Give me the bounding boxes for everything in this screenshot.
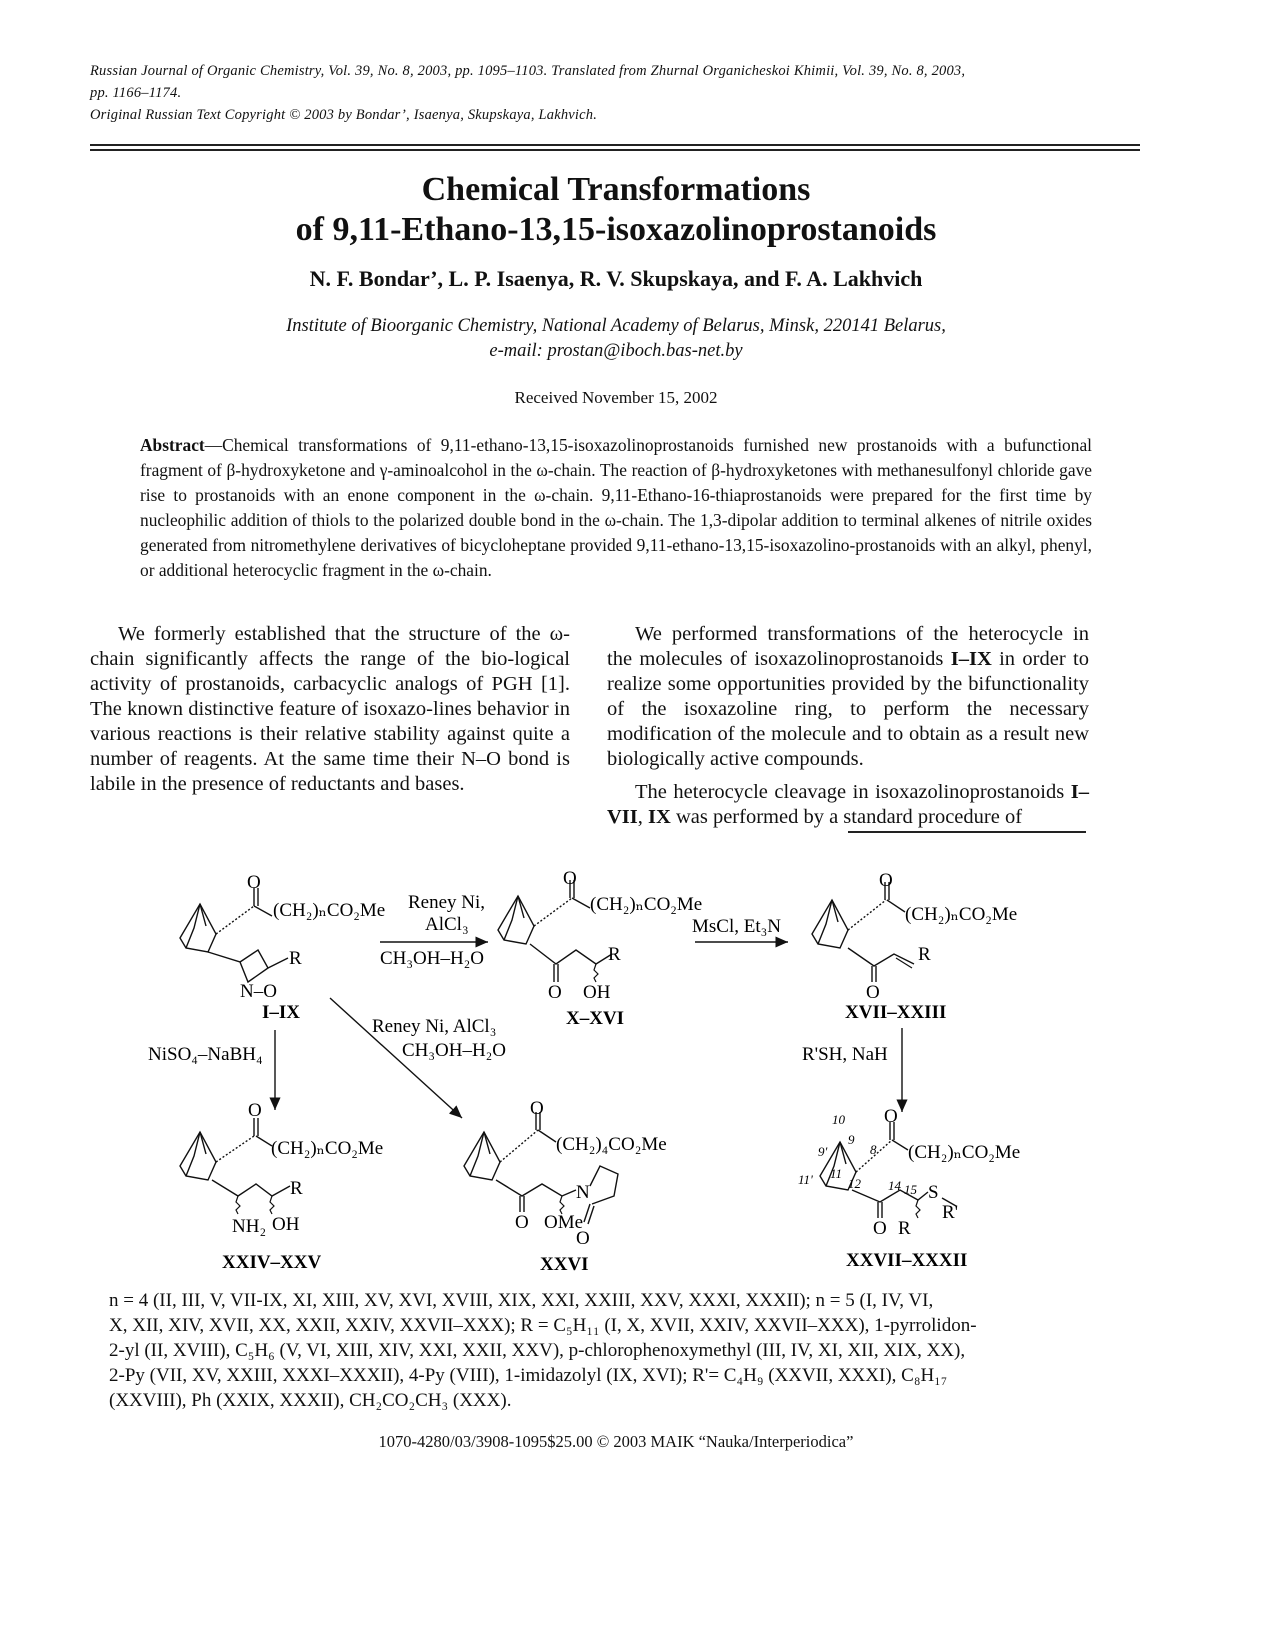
svg-text:(CH₂)ₙCO₂Me: (CH₂)ₙCO₂Me	[590, 894, 703, 915]
svg-text:O: O	[576, 1228, 590, 1249]
body-left-column	[90, 622, 570, 797]
svg-text:(CH₂)₄CO₂Me: (CH₂)₄CO₂Me	[556, 1134, 667, 1155]
svg-text:10: 10	[832, 1112, 845, 1127]
affiliation-email: e-mail: prostan@iboch.bas-net.by	[489, 341, 743, 361]
footer-copyright: 1070-4280/03/3908-1095$25.00 © 2003 MAIK “Nauka/Interperiodica”	[378, 1432, 854, 1451]
svg-text:O: O	[884, 1106, 898, 1127]
header-rule	[90, 144, 1140, 151]
svg-text:(CH₂)ₙCO₂Me: (CH₂)ₙCO₂Me	[908, 1142, 1021, 1163]
svg-text:CH₃OH–H₂O: CH₃OH–H₂O	[402, 1040, 507, 1061]
svg-text:8: 8	[870, 1142, 877, 1157]
abstract-text: —Chemical transformations of 9,11-ethano-13,15-isoxazolinoprostanoids furnished new prostanoids with a bufunctional fragment of β-hydroxyketone and γ-aminoalcohol in the ω-chain. The reaction of β-hydroxyketones with methanesulfonyl chloride gave rise to prostanoids with an enone component in the ω-chain. 9,11-Ethano-16-thiaprostanoids were prepared for the first time by nucleophilic addition of thiols to the polarized double bond in the ω-chain. The 1,3-dipolar addition to terminal alkenes of nitrile oxides generated from nitromethylene derivatives of bicycloheptane provided 9,11-ethano-13,15-isoxazolino-prostanoids with an alkyl, phenyl, or additional heterocyclic fragment in the ω-chain.	[140, 435, 1092, 580]
left-paragraph: We formerly established that the structure of the ω-chain significantly affects the range of the bio-logical activity of prostanoids, carbacyclic analogs of PGH [1]. The known distinctive feature of isoxazo-lines behavior in various reactions is their relative stability against quite a number of reagents. At the same time their N–O bond is labile in the presence of reductants and bases.	[90, 623, 570, 795]
citation-line-2: pp. 1166–1174.	[90, 85, 182, 101]
right-paragraph-1: We performed transformations of the heterocycle in the molecules of isoxazolinoprostanoids I–IX in order to realize some opportunities provided by the bifunctionality of the isoxazoline ring, to perform the necessary modification of the molecule and to obtain as a result new biologically active compounds.	[607, 623, 1089, 770]
legend-line-5: (XXVIII), Ph (XXIX, XXXII), CH₂CO₂CH₃ (XXX).	[109, 1390, 512, 1411]
svg-text:X–XVI: X–XVI	[566, 1008, 625, 1029]
authors: N. F. Bondar’, L. P. Isaenya, R. V. Skupskaya, and F. A. Lakhvich	[309, 266, 923, 291]
svg-text:XXVI: XXVI	[540, 1254, 589, 1275]
svg-text:O: O	[515, 1212, 529, 1233]
legend-line-2: X, XII, XIV, XVII, XX, XXII, XXIV, XXVII–XXX); R = C₅H₁₁ (I, X, XVII, XXIV, XXVII–XXX), 1-pyrrolidon-	[109, 1315, 977, 1336]
svg-text:(CH₂)ₙCO₂Me: (CH₂)ₙCO₂Me	[271, 1138, 384, 1159]
svg-text:OH: OH	[583, 982, 611, 1003]
svg-text:15: 15	[904, 1182, 917, 1197]
svg-text:R': R'	[942, 1202, 959, 1223]
svg-text:9: 9	[848, 1132, 855, 1147]
received-date: Received November 15, 2002	[514, 388, 718, 407]
svg-text:OH: OH	[272, 1214, 300, 1235]
article-title	[0, 170, 1232, 250]
reaction-scheme	[0, 850, 1275, 1290]
svg-text:I–IX: I–IX	[262, 1002, 301, 1023]
abstract	[140, 433, 1092, 583]
structure-XXVII-XXXII	[798, 1106, 1020, 1271]
svg-text:14: 14	[888, 1178, 901, 1193]
svg-text:R: R	[898, 1218, 911, 1239]
svg-text:AlCl₃: AlCl₃	[425, 914, 469, 935]
svg-text:O: O	[530, 1098, 544, 1119]
svg-text:R: R	[608, 944, 621, 965]
svg-text:O: O	[548, 982, 562, 1003]
svg-text:NiSO₄–NaBH₄: NiSO₄–NaBH₄	[148, 1044, 263, 1065]
structure-XXVI	[464, 1098, 667, 1275]
svg-text:XXVII–XXXII: XXVII–XXXII	[846, 1250, 968, 1271]
journal-citation	[90, 60, 1140, 126]
svg-text:OMe: OMe	[544, 1212, 584, 1233]
svg-text:NH₂: NH₂	[232, 1216, 267, 1237]
svg-text:O: O	[873, 1218, 887, 1239]
svg-text:O: O	[879, 870, 893, 891]
svg-text:Reney Ni,: Reney Ni,	[408, 892, 486, 913]
svg-text:MsCl, Et₃N: MsCl, Et₃N	[692, 916, 781, 937]
right-paragraph-2: The heterocycle cleavage in isoxazolinoprostanoids I–VII, IX was performed by a standard procedure of	[607, 781, 1089, 828]
svg-text:XXIV–XXV: XXIV–XXV	[222, 1252, 322, 1273]
svg-text:R'SH, NaH: R'SH, NaH	[802, 1044, 888, 1065]
svg-text:11': 11'	[798, 1172, 813, 1187]
legend-line-3: 2-yl (II, XVIII), C₅H₆ (V, VI, XIII, XIV, XXI, XXII, XXV), p-chlorophenoxymethyl (III, IV, XI, XII, XIX, XX),	[109, 1340, 966, 1361]
affiliation	[0, 314, 1232, 364]
svg-text:(CH₂)ₙCO₂Me: (CH₂)ₙCO₂Me	[905, 904, 1018, 925]
svg-text:(CH₂)ₙCO₂Me: (CH₂)ₙCO₂Me	[273, 900, 386, 921]
svg-text:11: 11	[830, 1166, 843, 1181]
structure-I-IX	[180, 872, 385, 1023]
structure-X-XVI	[498, 868, 702, 1029]
svg-text:R: R	[918, 944, 931, 965]
structure-XVII-XXIII	[812, 870, 1017, 1023]
svg-text:12: 12	[848, 1176, 861, 1191]
svg-text:XVII–XXIII: XVII–XXIII	[845, 1002, 947, 1023]
citation-line-1: Russian Journal of Organic Chemistry, Vol. 39, No. 8, 2003, pp. 1095–1103. Translated from Zhurnal Organicheskoi Khimii, Vol. 39, No. 8, 2003,	[90, 63, 966, 79]
title-line-1: Chemical Transformations	[421, 171, 811, 208]
legend-line-4: 2-Py (VII, XV, XXIII, XXXI–XXXII), 4-Py (VIII), 1-imidazolyl (IX, XVI); R'= C₄H₉ (XXVII, XXXI), C₈H₁₇	[109, 1365, 948, 1386]
svg-text:N–O: N–O	[240, 981, 277, 1002]
svg-text:N: N	[576, 1182, 590, 1203]
title-line-2: of 9,11-Ethano-13,15-isoxazolinoprostanoids	[295, 211, 937, 248]
svg-text:O: O	[248, 1100, 262, 1121]
svg-text:O: O	[866, 982, 880, 1003]
svg-text:O: O	[247, 872, 261, 893]
svg-text:S: S	[928, 1182, 939, 1203]
svg-text:O: O	[563, 868, 577, 889]
structure-XXIV-XXV	[180, 1100, 383, 1273]
svg-text:R: R	[289, 948, 302, 969]
abstract-label: Abstract	[140, 435, 205, 455]
compound-legend	[109, 1288, 1139, 1413]
svg-text:Reney Ni, AlCl₃: Reney Ni, AlCl₃	[372, 1016, 497, 1037]
body-right-column	[607, 622, 1089, 830]
copyright-line: Original Russian Text Copyright © 2003 by Bondar’, Isaenya, Skupskaya, Lakhvich.	[90, 107, 598, 123]
legend-line-1: n = 4 (II, III, V, VII-IX, XI, XIII, XV, XVI, XVIII, XIX, XXI, XXIII, XXV, XXXI, XXXII); n = 5 (I, IV, VI,	[109, 1290, 934, 1311]
column-end-rule	[848, 831, 1086, 833]
svg-text:9': 9'	[818, 1144, 828, 1159]
svg-text:R: R	[290, 1178, 303, 1199]
affiliation-line-1: Institute of Bioorganic Chemistry, National Academy of Belarus, Minsk, 220141 Belarus,	[286, 316, 946, 336]
svg-text:CH₃OH–H₂O: CH₃OH–H₂O	[380, 948, 485, 969]
